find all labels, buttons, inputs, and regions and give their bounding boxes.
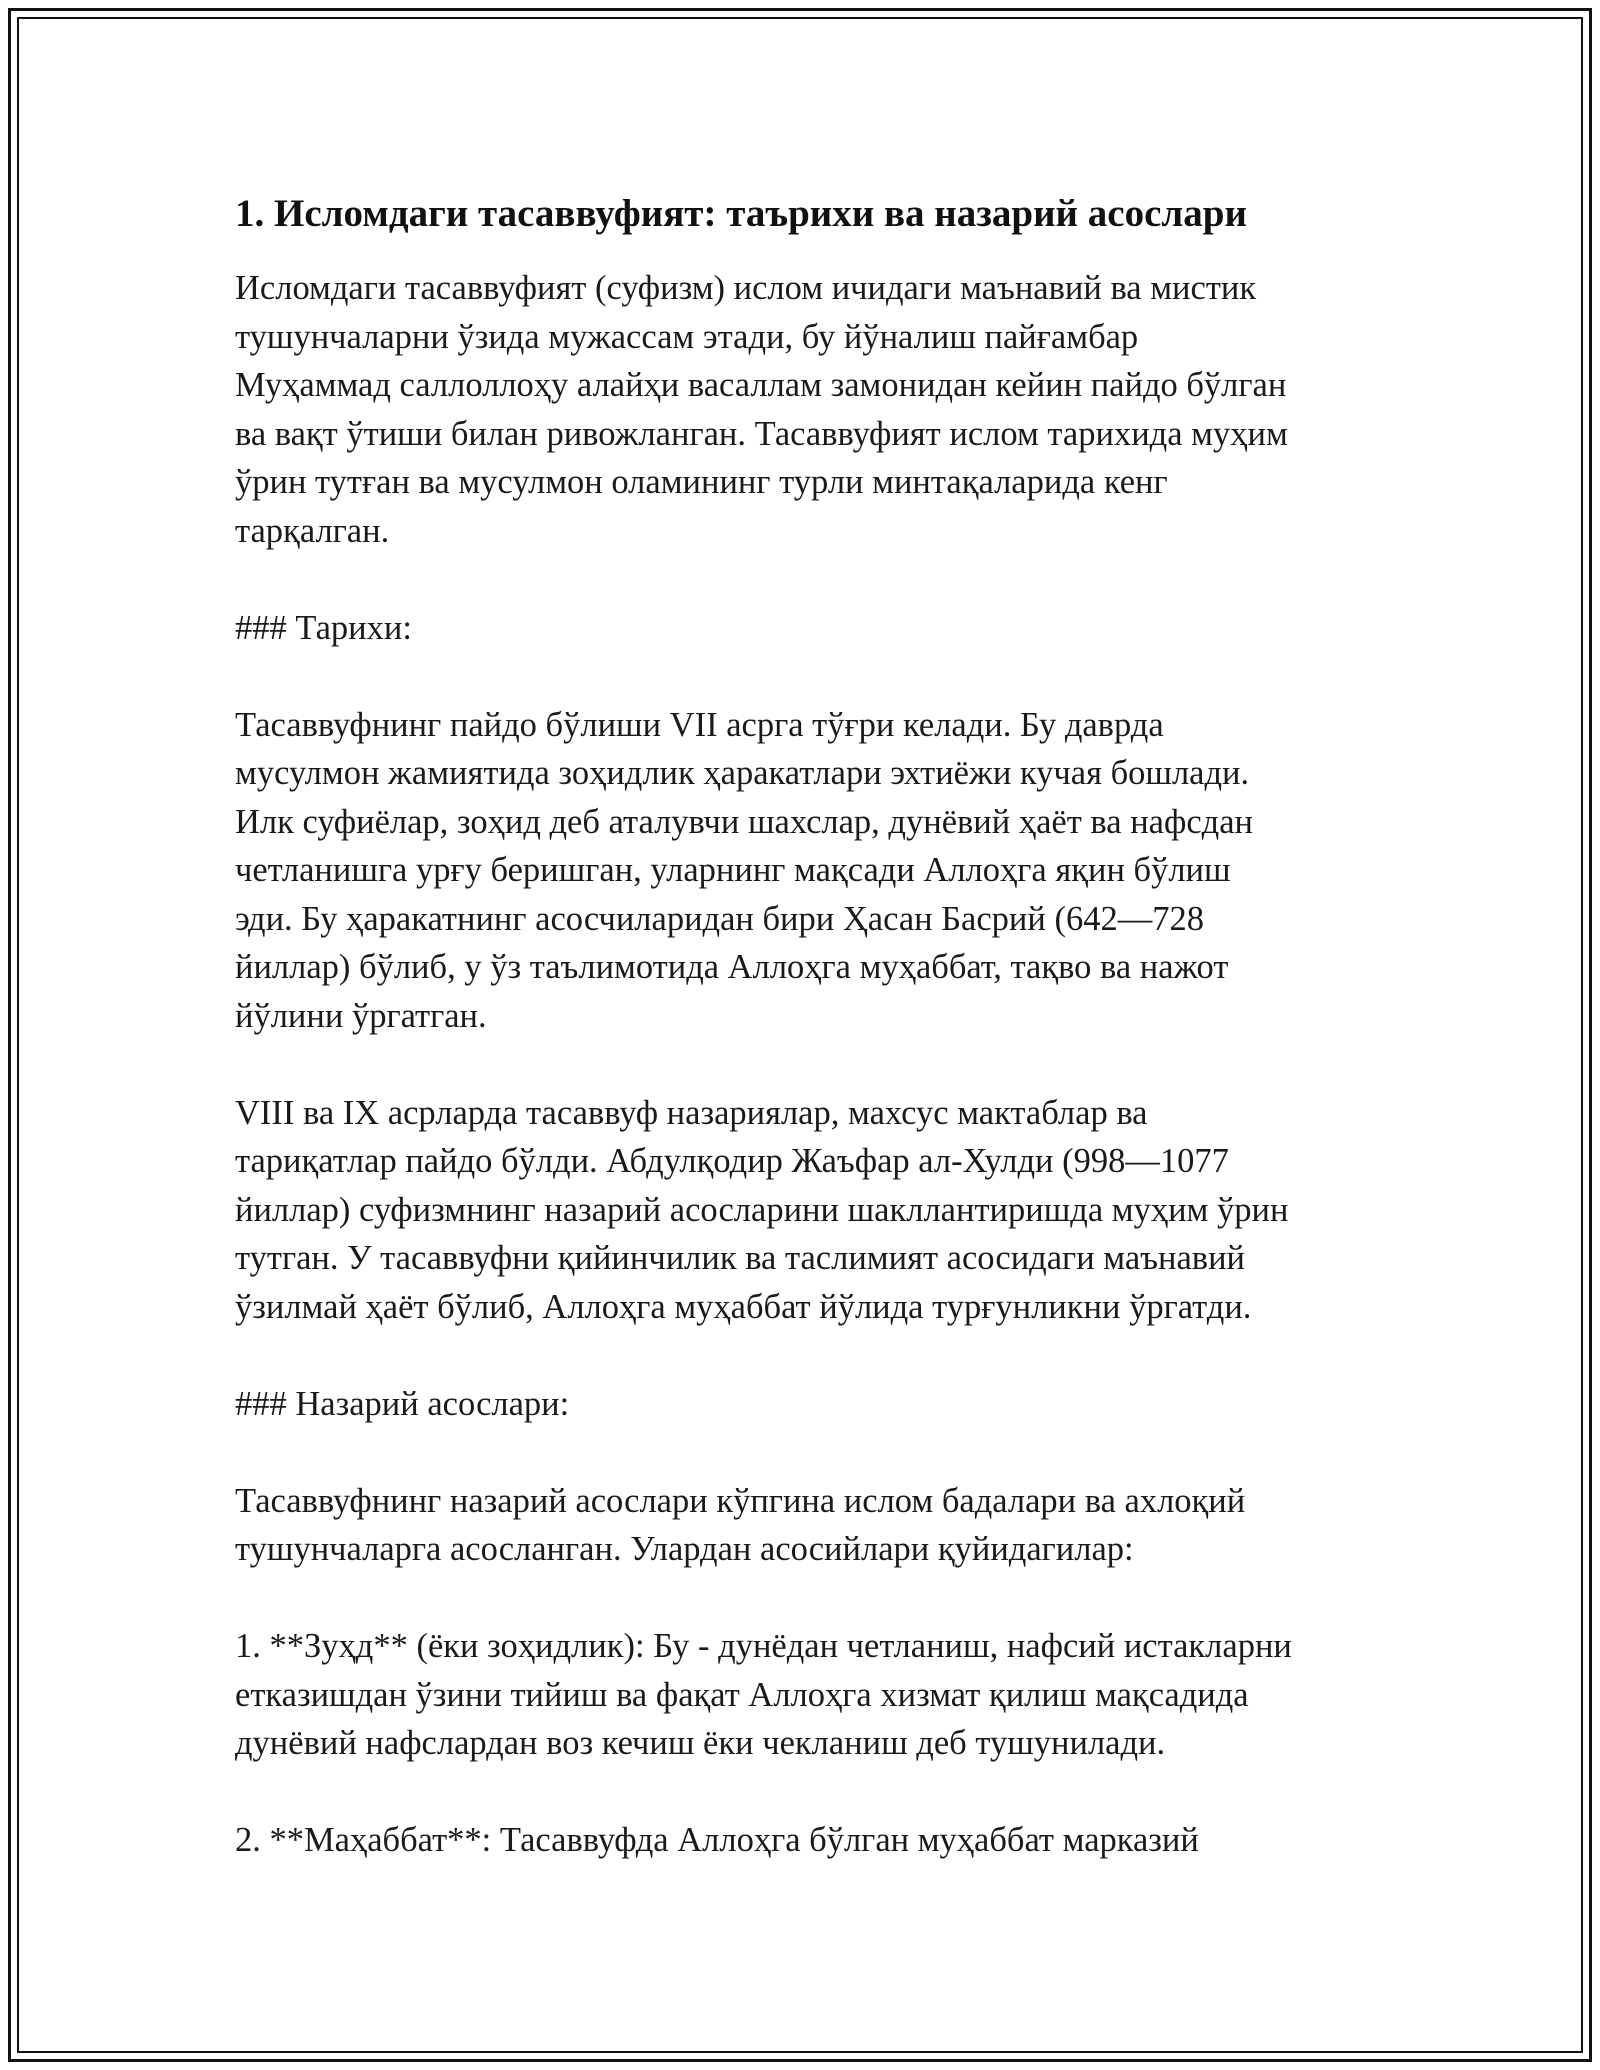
text-line: ўрин тутған ва мусулмон оламининг турли минтақаларида кенг [235,463,1168,501]
text-line: четланишга урғу беришган, уларнинг мақсади Аллоҳга яқин бўлиш [235,851,1231,889]
text-line: Тасаввуфнинг назарий асослари кўпгина ислом бадалари ва ахлоқий [235,1481,1246,1520]
text-line: 2. **Маҳаббат**: Тасаввуфда Аллоҳга бўлган муҳаббат марказий [235,1821,1199,1859]
text-line: ### Тарихи: [235,608,412,647]
paragraph-intro [235,264,1375,555]
text-line: ### Назарий асослари: [235,1384,570,1423]
text-line: VIII ва IX асрларда тасаввуф назариялар, махсус мактаблар ва [235,1093,1148,1132]
document-body [235,190,1375,1913]
text-line: тушунчаларга асосланган. Улардан асосийлари қуйидагилар: [235,1530,1134,1568]
text-line: Илк суфиёлар, зоҳид деб аталувчи шахслар, дунёвий ҳаёт ва нафсдан [235,802,1253,841]
text-line: тушунчаларни ўзида мужассам этади, бу йўналиш пайғамбар [235,317,1139,356]
section-heading-history [235,604,1375,653]
text-line: дунёвий нафслардан воз кечиш ёки чекланиш деб тушунилади. [235,1724,1166,1762]
text-line: тариқатлар пайдо бўлди. Абдулқодир Жаъфар ал-Хулди (998—1077 [235,1142,1229,1180]
text-line: йўлини ўргатган. [235,996,487,1035]
text-line: тарқалган. [235,511,390,550]
text-line: йиллар) суфизмнинг назарий асосларини шакллантиришда муҳим ўрин [235,1190,1289,1229]
text-line: йиллар) бўлиб, у ўз таълимотида Аллоҳга муҳаббат, тақво ва нажот [235,948,1229,986]
paragraph-theory-intro [235,1477,1375,1574]
text-line: эди. Бу ҳаракатнинг асосчиларидан бири Ҳасан Басрий (642—728 [235,899,1204,938]
text-line: 1. **Зуҳд** (ёки зоҳидлик): Бу - дунёдан четланиш, нафсий истакларни [235,1627,1292,1665]
paragraph-history-2 [235,1089,1375,1332]
text-line: ва вақт ўтиши билан ривожланган. Тасаввуфият ислом тарихида муҳим [235,414,1288,453]
text-line: ўзилмай ҳаёт бўлиб, Аллоҳга муҳаббат йўлида турғунликни ўргатди. [235,1287,1252,1326]
section-heading-theory [235,1380,1375,1429]
document-title: 1. Исломдаги тасаввуфият: таърихи ва назарий асослари [235,192,1247,235]
text-line: Тасаввуфнинг пайдо бўлиши VII асрга тўғри келади. Бу даврда [235,705,1164,744]
list-item-mahabbat [235,1816,1375,1865]
text-line: Исломдаги тасаввуфият (суфизм) ислом ичидаги маънавий ва мистик [235,269,1257,307]
text-line: тутган. У тасаввуфни қийинчилик ва таслимият асосидаги маънавий [235,1239,1246,1277]
list-item-zuhd [235,1622,1375,1768]
text-line: Муҳаммад саллоллоҳу алайҳи васаллам замонидан кейин пайдо бўлган [235,366,1287,404]
paragraph-history-1 [235,701,1375,1041]
text-line: мусулмон жамиятида зоҳидлик ҳаракатлари эхтиёжи кучая бошлади. [235,754,1250,792]
text-line: етказишдан ўзини тийиш ва фақат Аллоҳга хизмат қилиш мақсадида [235,1675,1249,1714]
